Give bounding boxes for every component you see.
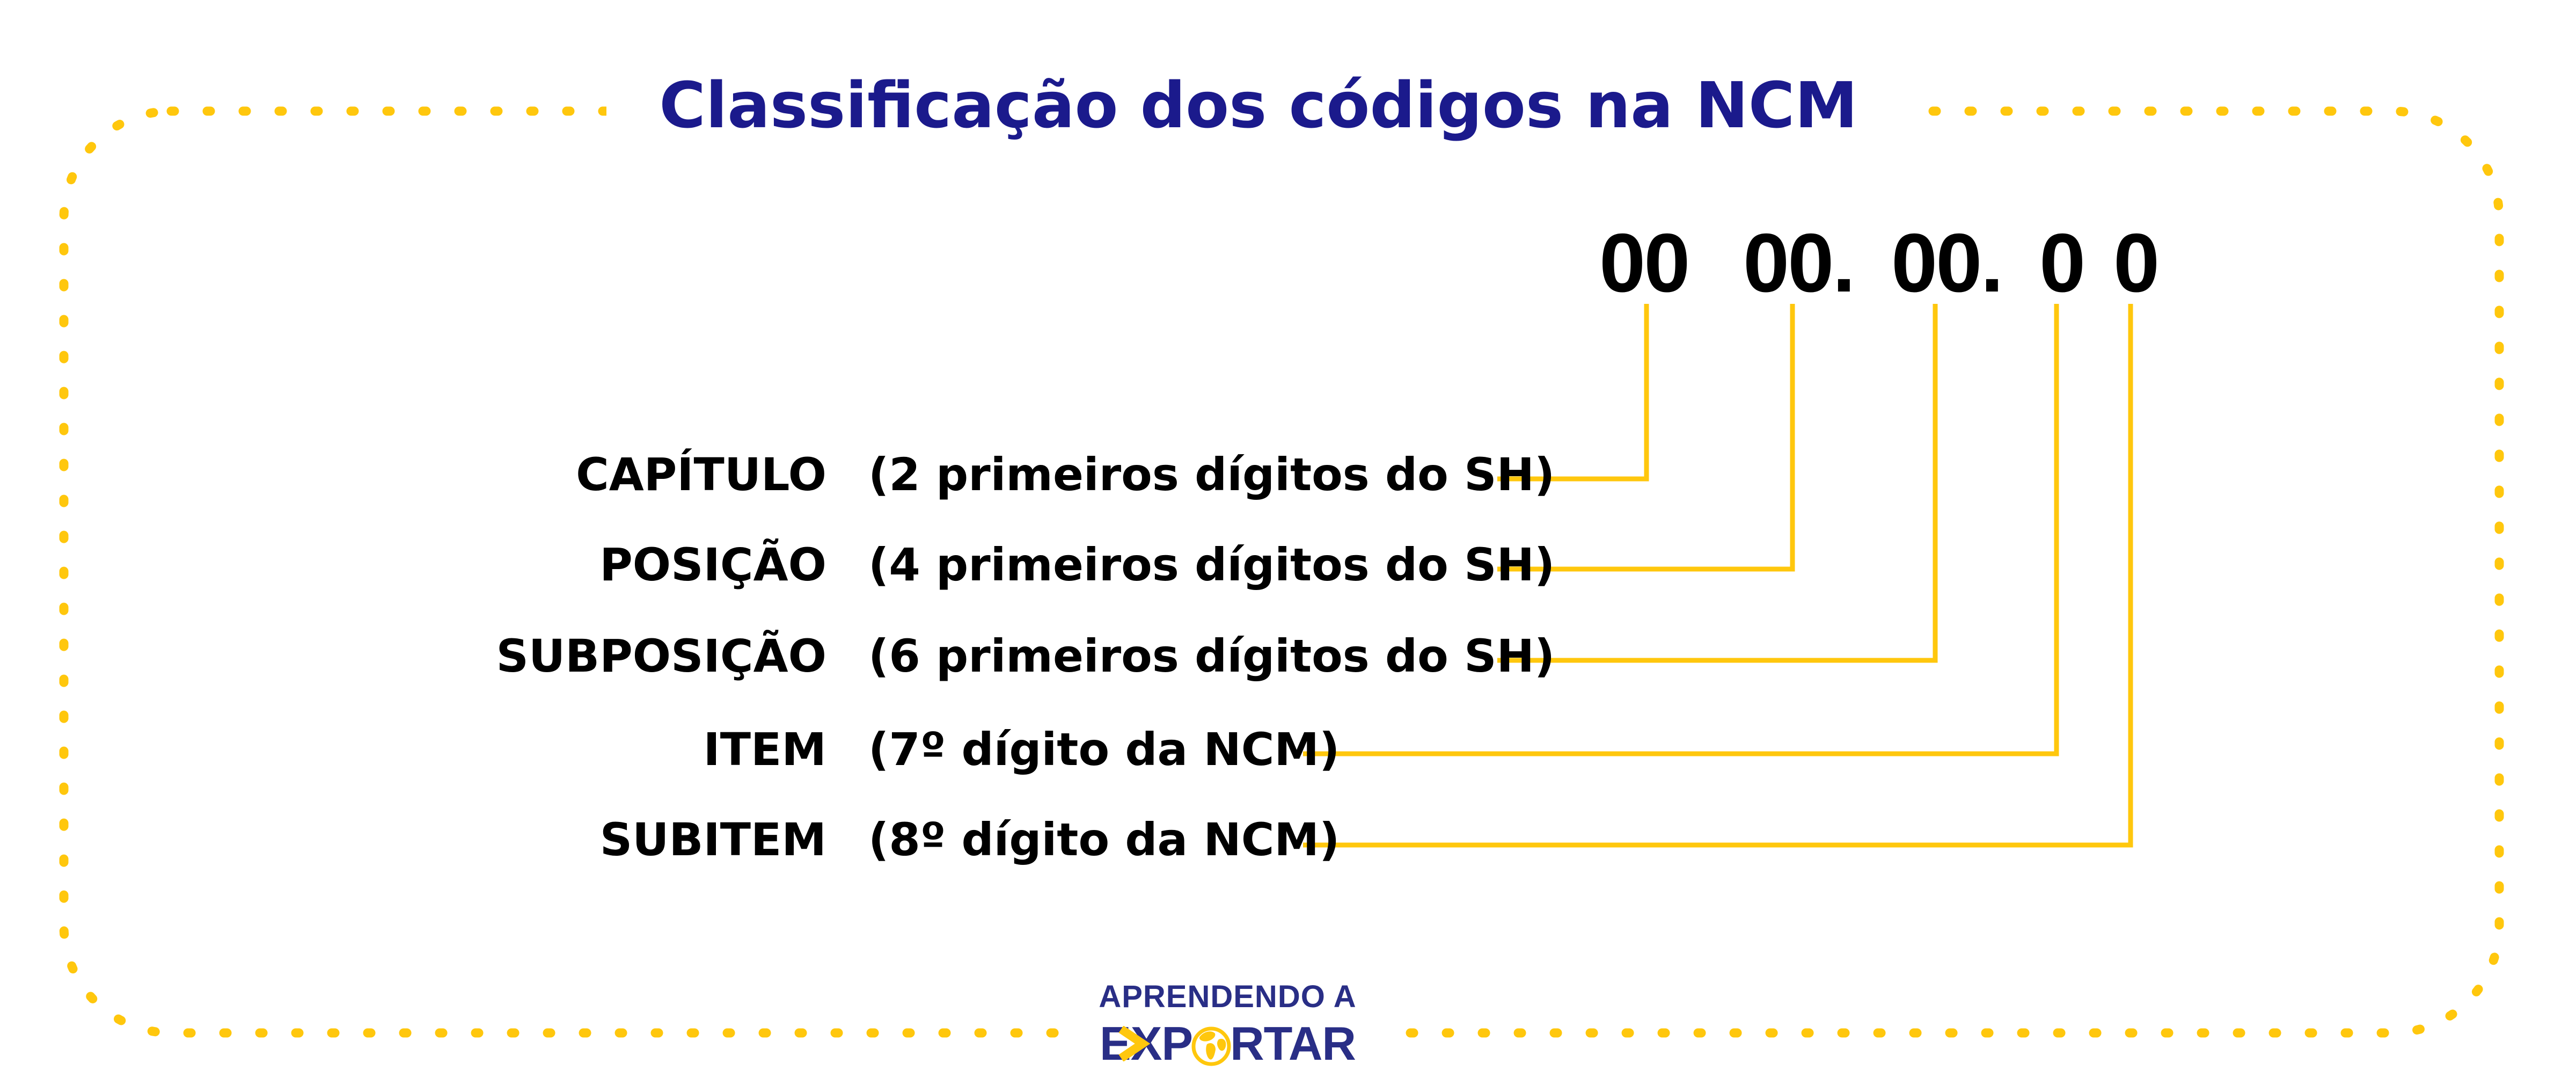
connector-line-item <box>1303 304 2057 754</box>
logo-letter-x: X <box>1130 1017 1162 1070</box>
code-digits-chapter: 00 <box>1599 216 1689 309</box>
logo-line1: APRENDENDO A <box>1099 979 1357 1014</box>
code-digit-subitem: 0 <box>2113 216 2158 309</box>
logo-letter-e: E <box>1100 1017 1131 1070</box>
label-term-capitulo: CAPÍTULO <box>576 448 826 501</box>
label-desc-capitulo: (2 primeiros dígitos do SH) <box>868 448 1555 501</box>
label-desc-subitem: (8º dígito da NCM) <box>868 813 1340 866</box>
label-desc-posicao: (4 primeiros dígitos do SH) <box>868 538 1555 591</box>
label-term-subitem: SUBITEM <box>599 813 826 866</box>
label-term-item: ITEM <box>703 723 826 776</box>
label-desc-subposicao: (6 primeiros dígitos do SH) <box>868 630 1555 682</box>
page-title: Classificação dos códigos na NCM <box>659 68 1858 142</box>
label-term-posicao: POSIÇÃO <box>599 538 826 591</box>
logo-letter-x-wrap <box>1130 1017 1162 1070</box>
title-box <box>606 47 1911 163</box>
logo-letter-p: P <box>1161 1017 1193 1070</box>
logo-letters-rtar: RTAR <box>1230 1017 1356 1070</box>
connector-line-subposicao <box>1497 304 1935 660</box>
logo-line2 <box>1100 1017 1356 1070</box>
code-digits-position: 00. <box>1743 216 1854 309</box>
globe-icon <box>1191 1026 1232 1067</box>
label-term-subposicao: SUBPOSIÇÃO <box>496 630 826 682</box>
aprendendo-a-exportar-logo <box>1068 966 1387 1085</box>
code-digit-item: 0 <box>2039 216 2084 309</box>
code-digits-subposition: 00. <box>1891 216 2002 309</box>
yellow-chevron-icon <box>1117 1026 1151 1061</box>
label-desc-item: (7º dígito da NCM) <box>868 723 1340 776</box>
